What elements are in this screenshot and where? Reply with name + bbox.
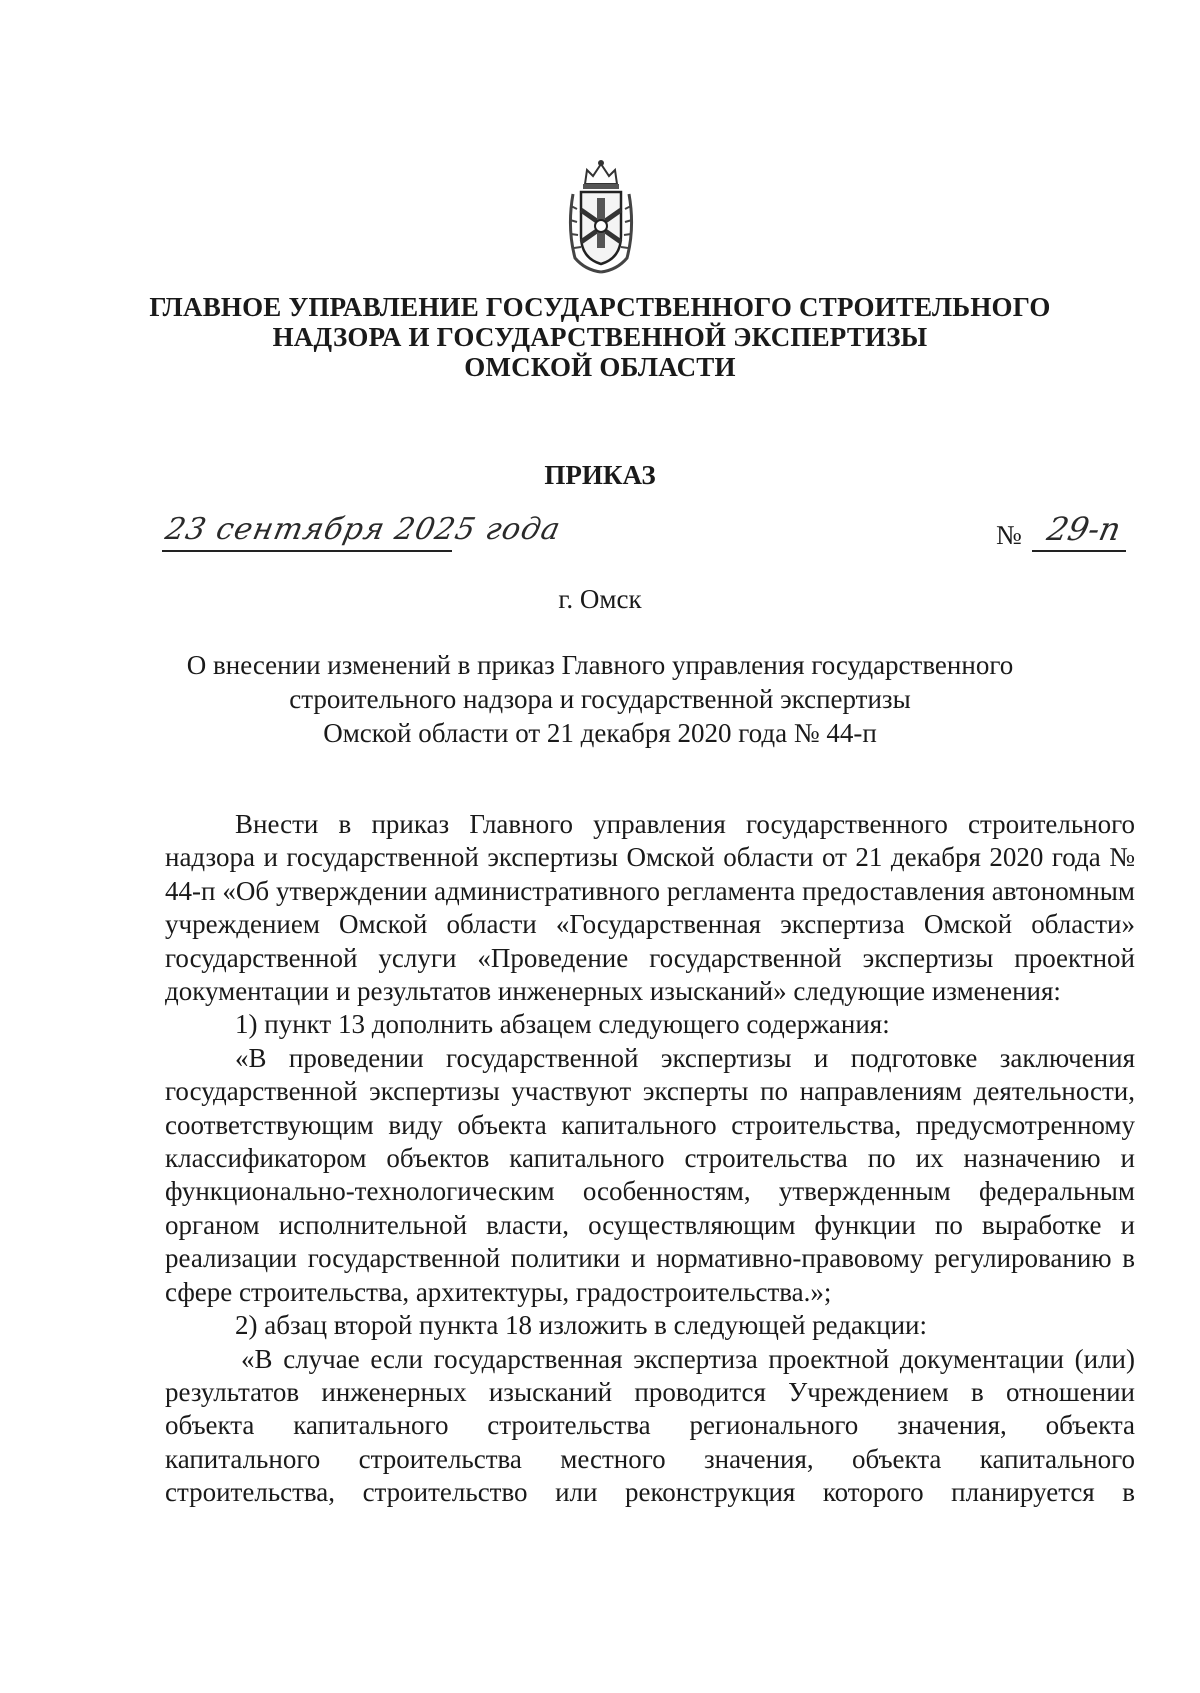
paragraph-1: Внести в приказ Главного управления государственного строительного надзора и государственной экспертизы Омской области от 21 декабря 2020 года № 44-п «Об утверждении административного регламента предоставления автономным учреждением Омской области «Государственная экспертиза Омской области» государственной услуги «Проведение государственной экспертизы проектной документации и результатов инженерных изысканий» следующие изменения: xyxy=(165,809,1135,1007)
number-underline xyxy=(1032,550,1126,552)
document-date xyxy=(162,512,564,556)
paragraph-4: 2) абзац второй пункта 18 изложить в следующей редакции: xyxy=(235,1310,927,1341)
paragraph-2: 1) пункт 13 дополнить абзацем следующего содержания: xyxy=(235,1009,890,1040)
city: г. Омск xyxy=(558,584,642,614)
document-subject xyxy=(160,648,1040,750)
document-body xyxy=(165,808,1135,1510)
subject-line-3: Омской области от 21 декабря 2020 года № 44-п xyxy=(323,718,877,748)
org-line-3: ОМСКОЙ ОБЛАСТИ xyxy=(464,352,736,382)
number-sign: № xyxy=(996,520,1022,550)
document-number xyxy=(996,510,1136,558)
paragraph-3: «В проведении государственной экспертизы и подготовке заключения государственной экспертизы участвуют эксперты по направлениям деятельности, соответствующим виду объекта капитального строительства, предусмотренному классификатором объектов капитального строительства по их назначению и функционально-технологическим особенностям, утвержденным федеральным органом исполнительной власти, осуществляющим функции по выработке и реализации государственной политики и нормативно-правовому регулированию в сфере строительства, архитектуры, градостроительства.»; xyxy=(165,1042,1135,1307)
document-type: ПРИКАЗ xyxy=(544,460,656,490)
handwritten-date: 23 сентября 2025 года xyxy=(162,512,564,547)
org-line-1: ГЛАВНОЕ УПРАВЛЕНИЕ ГОСУДАРСТВЕННОГО СТРОИТЕЛЬНОГО xyxy=(149,292,1051,322)
subject-line-1: О внесении изменений в приказ Главного управления государственного xyxy=(186,650,1014,680)
subject-line-2: строительного надзора и государственной экспертизы xyxy=(289,684,911,714)
paragraph-5: «В случае если государственная экспертиза проектной документации (или) результатов инженерных изысканий проводится Учреждением в отношении объекта капитального строительства регионального значения, объекта капитального строительства местного значения, объекта капитального строительства, строительство или реконструкция которого планируется в xyxy=(165,1343,1135,1508)
organization-name xyxy=(120,292,1080,382)
org-line-2: НАДЗОРА И ГОСУДАРСТВЕННОЙ ЭКСПЕРТИЗЫ xyxy=(272,322,928,352)
handwritten-number: 29-п xyxy=(1043,510,1125,548)
coat-of-arms-icon xyxy=(565,158,637,276)
date-underline xyxy=(162,550,452,552)
